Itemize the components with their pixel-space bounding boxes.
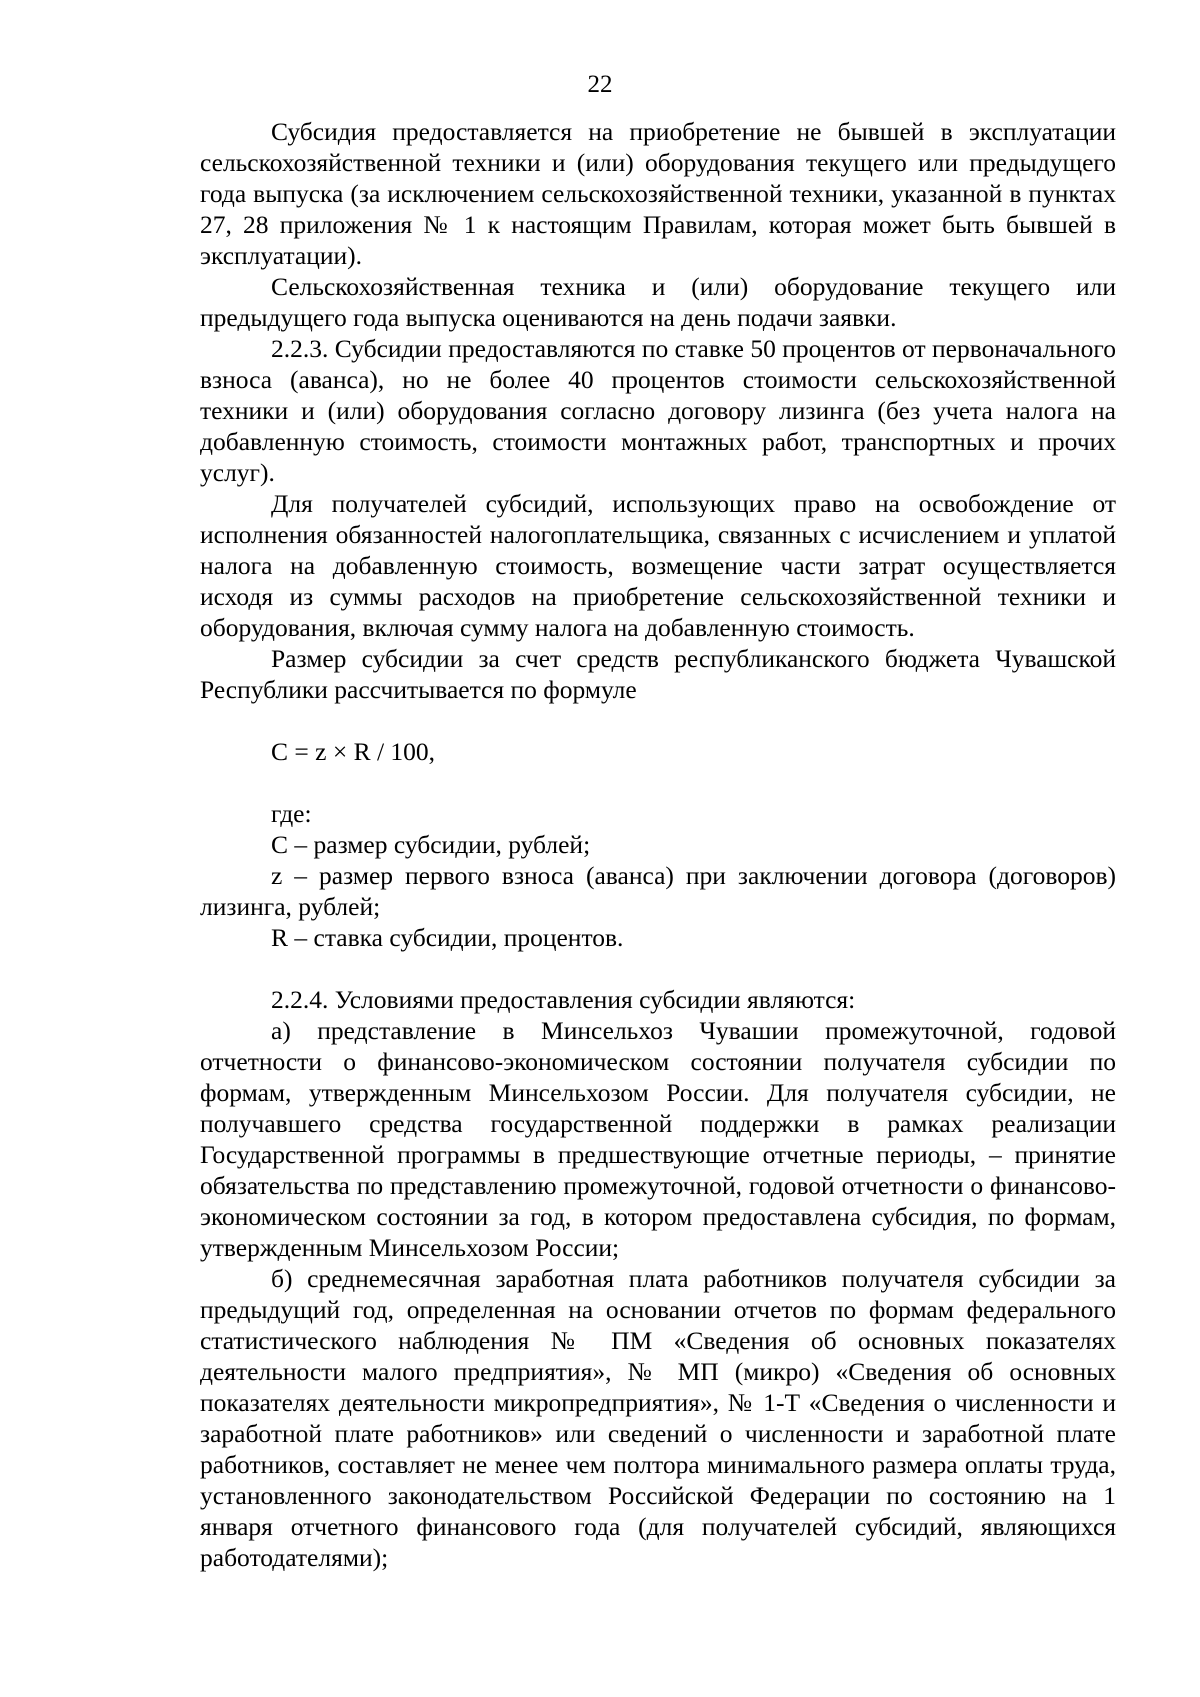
paragraph-condition-b: б) среднемесячная заработная плата работников получателя субсидии за предыдущий год, определенная на основании отчетов по формам федерального статистического наблюдения № ПМ «Сведения об основных показателях деятельности малого предприятия», № МП (микро) «Сведения об основных показателях деятельности микропредприятия», № 1-Т «Сведения о численности и заработной плате работников» или сведений о численности и заработной плате работников, составляет не менее чем полтора минимального размера оплаты труда, установленного законодательством Российской Федерации по состоянию на 1 января отчетного финансового года (для получателей субсидий, являющихся работодателями); <box>200 1264 1116 1572</box>
paragraph-2-2-3: 2.2.3. Субсидии предоставляются по ставке 50 процентов от первоначального взноса (аванса), но не более 40 процентов стоимости сельскохозяйственной техники и (или) оборудования согласно договору лизинга (без учета налога на добавленную стоимость, стоимости монтажных работ, транспортных и прочих услуг). <box>200 334 1116 487</box>
page-number: 22 <box>587 71 613 98</box>
definition-c: C – размер субсидии, рублей; <box>271 830 591 859</box>
spacer <box>200 953 1116 984</box>
paragraph-subsidy-purpose: Субсидия предоставляется на приобретение не бывшей в эксплуатации сельскохозяйственной техники и (или) оборудования текущего или предыдущего года выпуска (за исключением сельскохозяйственной техники, указанной в пунктах 27, 28 приложения № 1 к настоящим Правилам, которая может быть бывшей в эксплуатации). <box>200 117 1116 270</box>
paragraph-formula-intro: Размер субсидии за счет средств республиканского бюджета Чувашской Республики рассчитывается по формуле <box>200 644 1116 704</box>
paragraph-2-2-4: 2.2.4. Условиями предоставления субсидии являются: <box>271 985 856 1014</box>
paragraph-vat-exemption: Для получателей субсидий, использующих право на освобождение от исполнения обязанностей налогоплательщика, связанных с исчислением и уплатой налога на добавленную стоимость, возмещение части затрат осуществляется исходя из суммы расходов на приобретение сельскохозяйственной техники и оборудования, включая сумму налога на добавленную стоимость. <box>200 489 1116 642</box>
formula-where: где: <box>271 799 312 828</box>
paragraph-equipment-valuation: Сельскохозяйственная техника и (или) оборудование текущего или предыдущего года выпуска оцениваются на день подачи заявки. <box>200 272 1116 332</box>
subsidy-formula: C = z × R / 100, <box>271 737 436 766</box>
paragraph-condition-a: а) представление в Минсельхоз Чувашии промежуточной, годовой отчетности о финансово-экономическом состоянии получателя субсидии по формам, утвержденным Минсельхозом России. Для получателя субсидии, не получавшего средства государственной поддержки в рамках реализации Государственной программы в предшествующие отчетные периоды, – принятие обязательства по представлению промежуточной, годовой отчетности о финансово-экономическом состоянии за год, в котором предоставлена субсидия, по формам, утвержденным Минсельхозом России; <box>200 1016 1116 1262</box>
document-body <box>200 116 1116 1573</box>
definition-z: z – размер первого взноса (аванса) при заключении договора (договоров) лизинга, рублей; <box>200 861 1116 921</box>
definition-r: R – ставка субсидии, процентов. <box>271 923 624 952</box>
